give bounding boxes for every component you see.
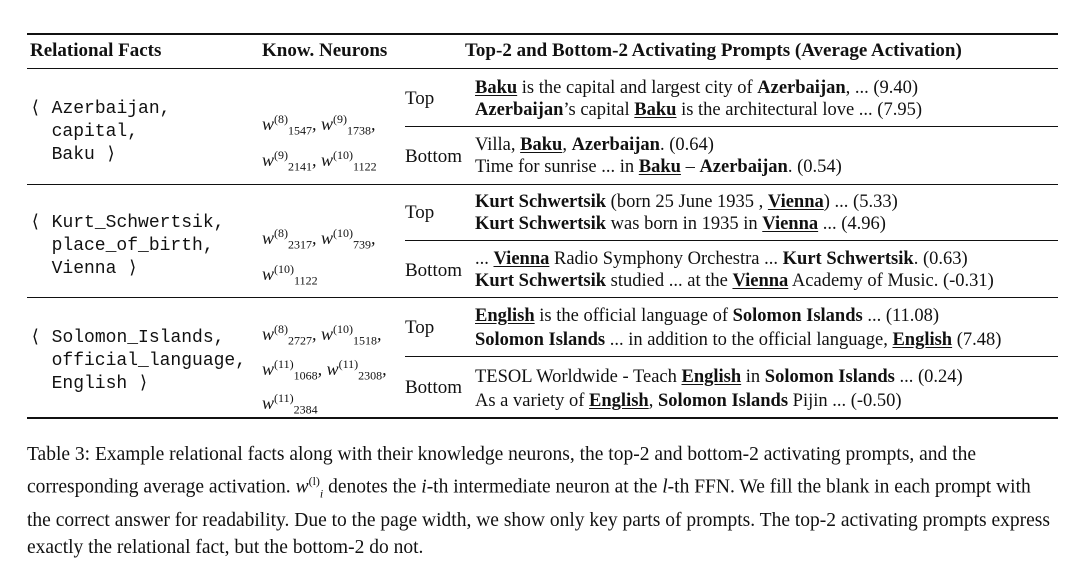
header-relational-facts: Relational Facts [30,40,162,61]
prompt-line: Solomon Islands ... in addition to the official language, English (7.48) [475,330,1002,350]
fact-kurt-schwertsik: ⟨ Kurt_Schwertsik, place_of_birth, Vienna ⟩ [30,213,225,279]
label-bottom: Bottom [405,260,463,281]
prompt-line: Azerbaijan’s capital Baku is the architectural love ... (7.95) [475,100,923,120]
row2-bottom-rule [27,297,1058,298]
row3-mid-rule [405,356,1058,357]
header-know-neurons: Know. Neurons [262,40,388,61]
neurons-azerbaijan: $w^{(8)}_{1547}$, $w^{(9)}_{1738}$, $w^{(9)}_{2141}$, $w^{(10)}_{1122}$ [262,112,377,174]
prompt-line: Kurt Schwertsik (born 25 June 1935 , Vienna) ... (5.33) [475,192,898,212]
fact-solomon-islands: ⟨ Solomon_Islands, official_language, English ⟩ [30,328,247,394]
label-bottom: Bottom [405,377,463,398]
label-top: Top [405,317,435,338]
table-caption: Table 3: Example relational facts along with their knowledge neurons, the top-2 and bottom-2 activating prompts, and the corresponding average activation. $w^{(l)}_i$ denotes the i-th intermediate neuron at the l-th FFN. We fill the blank in each prompt with the correct answer for readability. Due to the page width, we show only key parts of prompts. The top-2 activating prompts express exactly the relational fact, but the bottom-2 do not. [27,444,1050,559]
neurons-solomon-islands: $w^{(8)}_{2727}$, $w^{(10)}_{1518}$, $w^{(11)}_{1068}$, $w^{(11)}_{2308}$, $w^{(11)}_{2384}$ [262,322,387,417]
prompt-line: As a variety of English, Solomon Islands Pijin ... (-0.50) [475,391,902,411]
header-rule [27,68,1058,69]
fact-azerbaijan: ⟨ Azerbaijan, capital, Baku ⟩ [30,99,171,165]
row1-bottom-rule [27,184,1058,185]
table-bottom-rule [27,417,1058,419]
prompt-line: English is the official language of Solomon Islands ... (11.08) [475,306,940,326]
row2-mid-rule [405,240,1058,241]
neurons-kurt-schwertsik: $w^{(8)}_{2317}$, $w^{(10)}_{739}$, $w^{(10)}_{1122}$ [262,226,376,288]
row1-mid-rule [405,126,1058,127]
header-prompts: Top-2 and Bottom-2 Activating Prompts (Average Activation) [465,40,962,61]
prompt-line: TESOL Worldwide - Teach English in Solomon Islands ... (0.24) [475,367,963,387]
prompt-line: Time for sunrise ... in Baku – Azerbaijan. (0.54) [475,157,842,177]
prompt-line: Baku is the capital and largest city of Azerbaijan, ... (9.40) [475,78,919,98]
prompt-line: Kurt Schwertsik studied ... at the Vienna Academy of Music. (-0.31) [475,271,994,291]
prompt-line: ... Vienna Radio Symphony Orchestra ... Kurt Schwertsik. (0.63) [475,249,968,269]
label-top: Top [405,202,435,223]
label-top: Top [405,88,435,109]
prompt-line: Kurt Schwertsik was born in 1935 in Vienna ... (4.96) [475,214,886,234]
label-bottom: Bottom [405,146,463,167]
table-top-rule [27,33,1058,35]
prompt-line: Villa, Baku, Azerbaijan. (0.64) [475,135,714,155]
